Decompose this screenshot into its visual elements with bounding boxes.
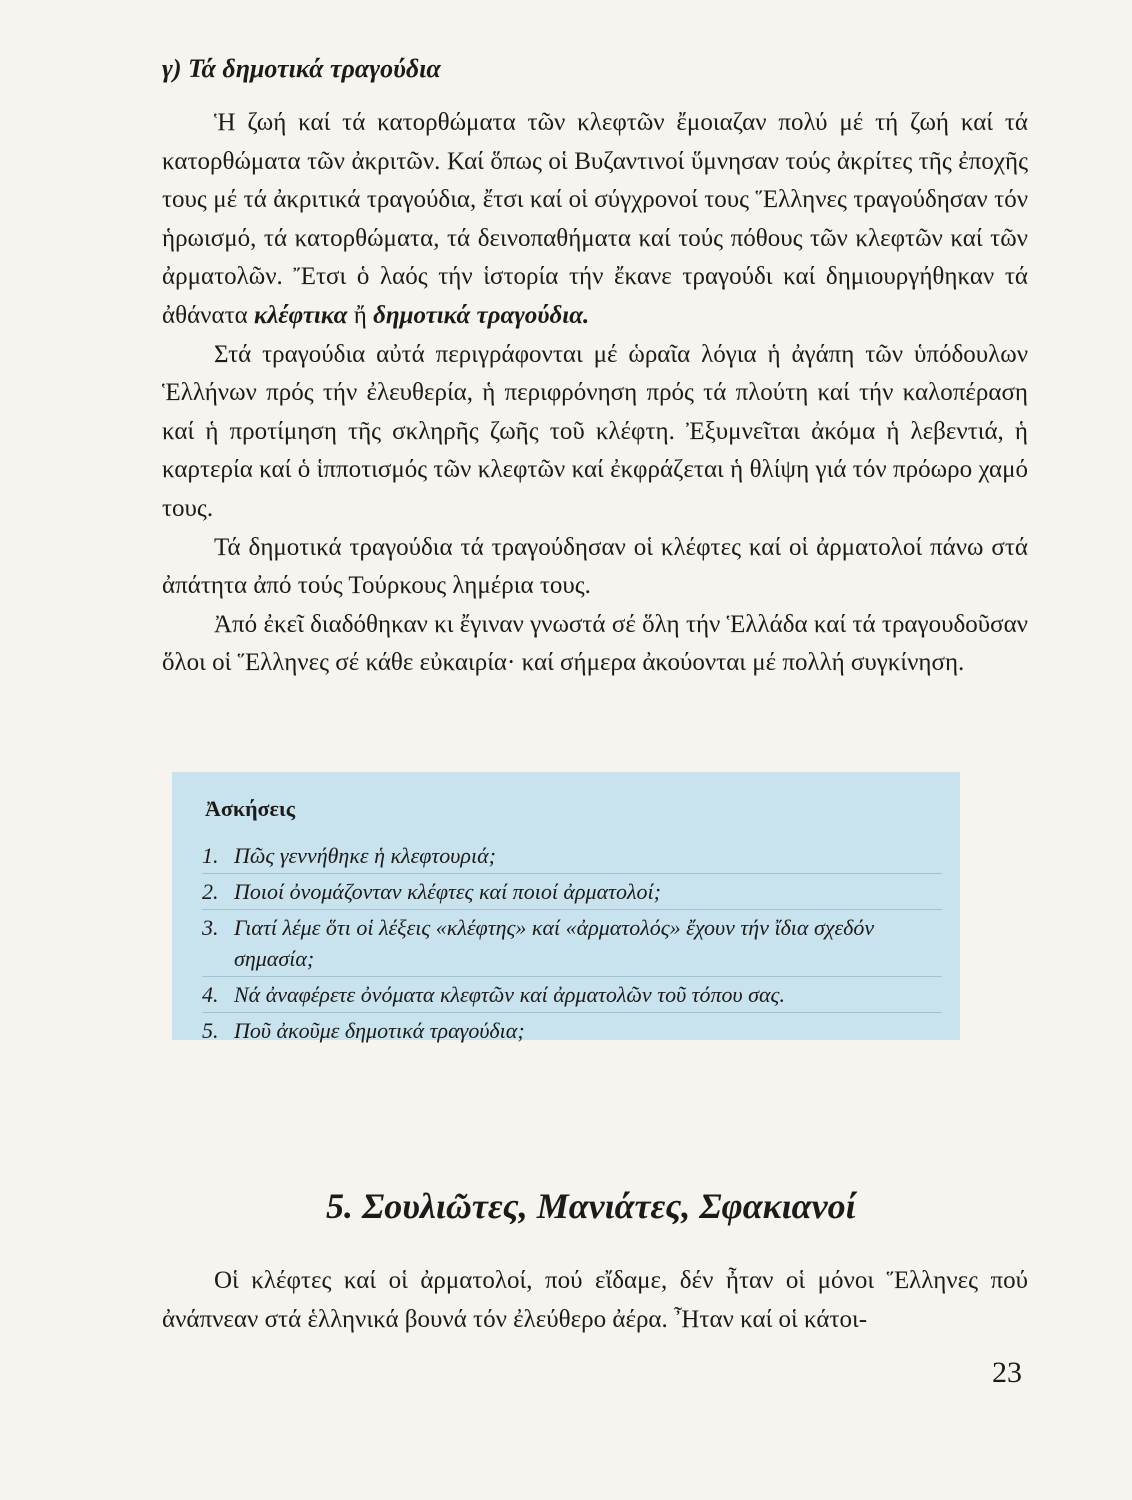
exercise-item bbox=[202, 838, 942, 871]
exercises-title: Ἀσκήσεις bbox=[205, 796, 296, 821]
section-paragraph-1: Οἱ κλέφτες καί οἱ ἀρματολοί, πού εἴδαμε, δέν ἦταν οἱ μόνοι Ἕλληνες πού ἀνάπνεαν στά ἑλληνικά βουνά τόν ἐλεύθερο ἀέρα. Ἦταν καί οἱ κάτοι- bbox=[162, 1267, 1028, 1333]
exercise-item bbox=[202, 976, 942, 1010]
exercises-box bbox=[172, 772, 960, 1043]
exercise-question: Ποῦ ἀκοῦμε δημοτικά τραγούδια; bbox=[234, 1018, 525, 1043]
page-number: 23 bbox=[992, 1356, 1022, 1389]
exercise-item bbox=[202, 873, 942, 907]
intro-paragraph-3: Τά δημοτικά τραγούδια τά τραγούδησαν οἱ κλέφτες καί οἱ ἀρματολοί πάνω στά ἀπάτητα ἀπό τούς Τούρκους λημέρια τους. bbox=[162, 533, 1028, 600]
exercise-question: Γιατί λέμε ὅτι οἱ λέξεις «κλέφτης» καί «ἀρματολός» ἔχουν τήν ἴδια σχεδόν σημασία; bbox=[234, 915, 875, 971]
exercise-number: 5. bbox=[202, 1018, 219, 1043]
section-title: 5. Σουλιῶτες, Μανιάτες, Σφακιανοί bbox=[326, 1186, 856, 1226]
subsection-title: γ) Τά δημοτικά τραγούδια bbox=[162, 54, 441, 83]
exercise-number: 1. bbox=[202, 843, 219, 868]
exercise-list bbox=[202, 838, 942, 1048]
intro-paragraph-1-text: Ἡ ζωή καί τά κατορθώματα τῶν κλεφτῶν ἔμοιαζαν πολύ μέ τή ζωή καί τά κατορθώματα τῶν ἀκριτῶν. Καί ὅπως οἱ Βυζαντινοί ὕμνησαν τούς ἀκρίτες τῆς ἐποχῆς τους μέ τά ἀκριτικά τραγούδια, ἔτσι καί οἱ σύγχρονοί τους Ἕλληνες τραγούδησαν τόν ἡρωισμό, τά κατορθώματα, τά δεινοπαθήματα καί τούς πόθους τῶν κλεφτῶν καί τῶν ἀρματολῶν. Ἔτσι ὁ λαός τήν ἱστορία τήν ἔκανε τραγούδι καί δημιουργήθηκαν τά ἀθάνατα bbox=[162, 109, 1028, 329]
emphasis-dimotika: δημοτικά τραγούδια. bbox=[373, 301, 590, 329]
intro-paragraph-2: Στά τραγούδια αὐτά περιγράφονται μέ ὡραῖα λόγια ἡ ἀγάπη τῶν ὑπόδουλων Ἑλλήνων πρός τήν ἐλευθερία, ἡ περιφρόνηση πρός τά πλούτη καί τήν καλοπέραση καί ἡ προτίμηση τῆς σκληρῆς ζωῆς τοῦ κλέφτη. Ἐξυμνεῖται ἀκόμα ἡ λεβεντιά, ἡ καρτερία καί ὁ ἱπποτισμός τῶν κλεφτῶν καί ἐκφράζεται ἡ θλίψη γιά τόν πρόωρο χαμό τους. bbox=[162, 340, 1028, 522]
exercise-number: 4. bbox=[202, 982, 219, 1007]
exercise-item bbox=[202, 1012, 942, 1046]
intro-text bbox=[162, 104, 1028, 683]
intro-paragraph-1 bbox=[162, 104, 1028, 336]
exercise-question: Νά ἀναφέρετε ὀνόματα κλεφτῶν καί ἀρματολῶν τοῦ τόπου σας. bbox=[234, 982, 785, 1007]
exercise-number: 2. bbox=[202, 879, 219, 904]
exercise-item bbox=[202, 909, 942, 974]
conjunction: ἤ bbox=[353, 301, 367, 329]
exercise-question: Ποιοί ὀνομάζονταν κλέφτες καί ποιοί ἀρματολοί; bbox=[234, 879, 661, 904]
intro-paragraph-4: Ἀπό ἐκεῖ διαδόθηκαν κι ἔγιναν γνωστά σέ ὅλη τήν Ἑλλάδα καί τά τραγουδοῦσαν ὅλοι οἱ Ἕλληνες σέ κάθε εὐκαιρία· καί σήμερα ἀκούονται μέ πολλή συγκίνηση. bbox=[162, 610, 1028, 677]
exercise-question: Πῶς γεννήθηκε ἡ κλεφτουριά; bbox=[234, 843, 496, 868]
emphasis-kleftika: κλέφτικα bbox=[253, 301, 348, 329]
section-text bbox=[162, 1262, 1028, 1339]
exercise-number: 3. bbox=[202, 915, 219, 940]
